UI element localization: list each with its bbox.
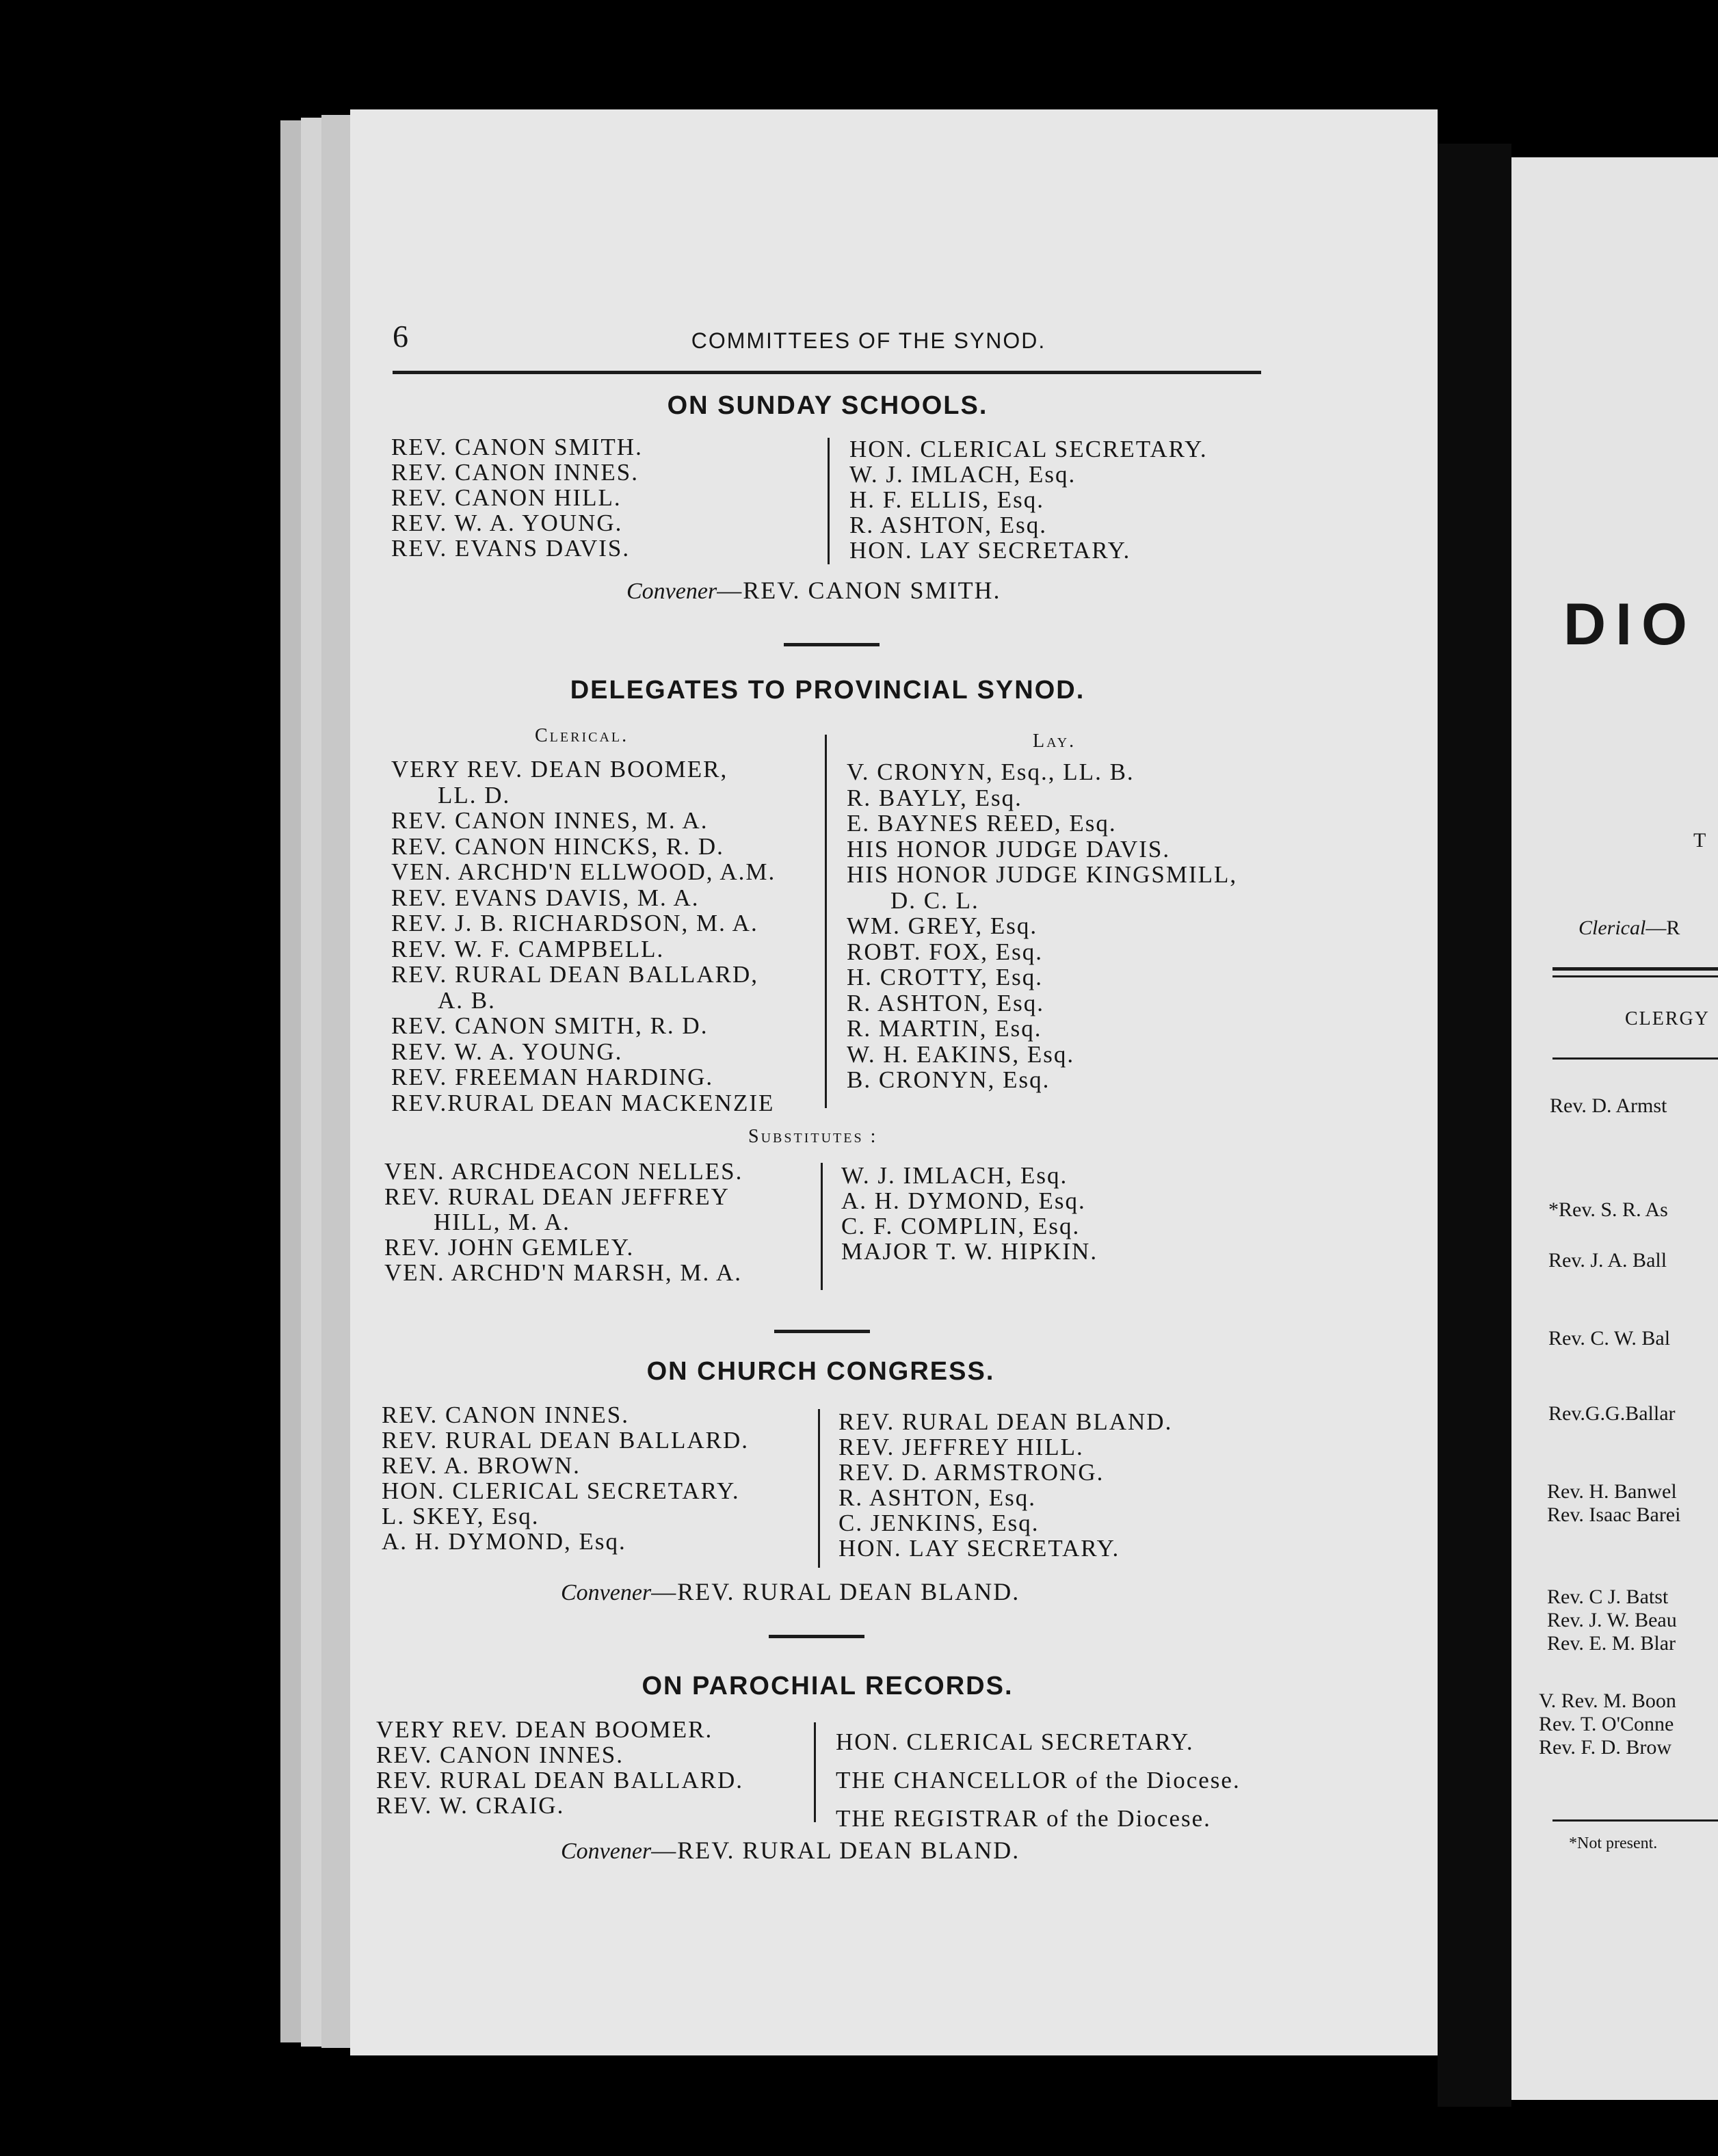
list-item: REV. CANON SMITH, R. D. [391, 1012, 709, 1039]
list-item: HON. CLERICAL SECRETARY. [836, 1728, 1194, 1755]
list-item: HON. CLERICAL SECRETARY. [849, 436, 1208, 462]
list-item: REV.RURAL DEAN MACKENZIE [391, 1089, 775, 1116]
convener-church-congress [561, 1577, 1020, 1606]
right-page-heading: DIO [1563, 592, 1697, 657]
substitutes-right-list [841, 1163, 1098, 1264]
clergy-entry: Rev. J. W. Beau [1547, 1609, 1677, 1631]
list-item: REV. RURAL DEAN BALLARD, [391, 961, 759, 988]
list-item: D. C. L. [890, 886, 979, 914]
list-item: VERY REV. DEAN BOOMER. [376, 1716, 713, 1743]
list-item: REV. W. A. YOUNG. [391, 510, 623, 536]
list-item: REV. EVANS DAVIS. [391, 535, 631, 562]
list-item: W. J. IMLACH, Esq. [849, 461, 1076, 488]
convener-sunday-schools [626, 576, 1001, 605]
list-item: HON. CLERICAL SECRETARY. [382, 1477, 740, 1504]
section-divider [784, 643, 880, 646]
list-item: R. ASHTON, Esq. [849, 512, 1047, 538]
sunday-schools-left-list [391, 434, 643, 561]
convener-label: Convener [561, 1580, 652, 1605]
sunday-schools-right-list [849, 436, 1208, 563]
section-title-church-congress: ON CHURCH CONGRESS. [646, 1357, 995, 1386]
list-item: REV. W. CRAIG. [376, 1792, 565, 1819]
page-number: 6 [393, 319, 408, 354]
list-item: REV. RURAL DEAN BLAND. [838, 1408, 1173, 1435]
list-item: R. ASHTON, Esq. [838, 1484, 1036, 1511]
right-page-rule [1552, 967, 1718, 971]
clergy-entry: *Rev. S. R. As [1548, 1198, 1668, 1221]
right-page [1511, 157, 1718, 2100]
list-item: VEN. ARCHDEACON NELLES. [384, 1158, 743, 1185]
section-divider [774, 1330, 870, 1333]
list-item: R. MARTIN, Esq. [847, 1015, 1042, 1042]
clergy-entry: Rev. T. O'Conne [1539, 1713, 1674, 1735]
convener-name: —REV. RURAL DEAN BLAND. [651, 1837, 1020, 1864]
list-item: THE REGISTRAR of the Diocese. [836, 1805, 1211, 1832]
list-item: L. SKEY, Esq. [382, 1503, 540, 1529]
list-item: HON. LAY SECRETARY. [838, 1535, 1120, 1562]
section-title-provincial-synod: DELEGATES TO PROVINCIAL SYNOD. [570, 676, 1085, 705]
parochial-records-left-list [376, 1717, 743, 1818]
list-item: C. JENKINS, Esq. [838, 1510, 1040, 1536]
list-item: R. ASHTON, Esq. [847, 989, 1044, 1016]
column-divider [818, 1409, 820, 1568]
section-title-sunday-schools: ON SUNDAY SCHOOLS. [667, 391, 988, 420]
list-item: REV. CANON SMITH. [391, 434, 643, 460]
list-item: REV. CANON INNES, M. A. [391, 807, 709, 834]
list-item: REV. CANON HINCKS, R. D. [391, 832, 724, 860]
list-item: VEN. ARCHD'N ELLWOOD, A.M. [391, 858, 776, 885]
clerical-rest: —R [1646, 917, 1680, 939]
book-gutter [1438, 144, 1511, 2107]
list-item: H. CROTTY, Esq. [847, 964, 1044, 990]
list-item: REV. RURAL DEAN BALLARD. [382, 1427, 750, 1454]
running-title: COMMITTEES OF THE SYNOD. [691, 328, 1046, 353]
list-item: E. BAYNES REED, Esq. [847, 810, 1117, 837]
clergy-heading: CLERGY [1625, 1008, 1710, 1029]
list-item: VEN. ARCHD'N MARSH, M. A. [384, 1259, 743, 1286]
substitutes-left-list [384, 1159, 743, 1285]
clergy-entry: Rev. E. M. Blar [1547, 1632, 1676, 1655]
footnote: *Not present. [1569, 1835, 1658, 1852]
clergy-entry: Rev.G.G.Ballar [1548, 1402, 1676, 1425]
list-item: REV. J. B. RICHARDSON, M. A. [391, 910, 758, 936]
list-item: HIS HONOR JUDGE DAVIS. [847, 835, 1171, 863]
list-item: HILL, M. A. [434, 1209, 570, 1235]
clerical-label: Clerical [1578, 917, 1646, 939]
list-item: LL. D. [438, 781, 511, 808]
convener-label: Convener [626, 579, 717, 604]
column-divider [814, 1722, 816, 1822]
column-divider [828, 438, 830, 564]
list-item: B. CRONYN, Esq. [847, 1066, 1050, 1093]
clerical-heading: Clerical. [535, 725, 629, 746]
list-item: HIS HONOR JUDGE KINGSMILL, [847, 861, 1238, 888]
lay-delegates-list [847, 759, 1237, 1093]
list-item: W. H. EAKINS, Esq. [847, 1040, 1075, 1068]
header-rule [393, 371, 1261, 374]
column-divider [821, 1163, 823, 1290]
list-item: REV. CANON INNES. [382, 1402, 629, 1428]
list-item: REV. CANON INNES. [376, 1741, 624, 1768]
clergy-entry: Rev. C J. Batst [1547, 1586, 1669, 1608]
lay-heading: Lay. [1033, 731, 1076, 752]
list-item: VERY REV. DEAN BOOMER, [391, 756, 728, 783]
list-item: REV. D. ARMSTRONG. [838, 1459, 1105, 1486]
section-divider [769, 1635, 864, 1638]
convener-name: —REV. RURAL DEAN BLAND. [651, 1578, 1020, 1605]
list-item: W. J. IMLACH, Esq. [841, 1162, 1068, 1189]
list-item: REV. W. F. CAMPBELL. [391, 935, 665, 962]
list-item: REV. CANON HILL. [391, 484, 622, 511]
list-item: REV. JOHN GEMLEY. [384, 1234, 635, 1261]
list-item: A. H. DYMOND, Esq. [382, 1528, 626, 1555]
list-item: MAJOR T. W. HIPKIN. [841, 1238, 1098, 1265]
list-item: C. F. COMPLIN, Esq. [841, 1213, 1081, 1239]
list-item: REV. W. A. YOUNG. [391, 1038, 623, 1065]
clergy-entry: Rev. D. Armst [1550, 1094, 1667, 1117]
clerical-delegates-list [391, 757, 776, 1116]
right-page-rule [1552, 1819, 1718, 1822]
list-item: REV. JEFFREY HILL. [838, 1434, 1084, 1460]
list-item: A. B. [438, 986, 496, 1014]
list-item: WM. GREY, Esq. [847, 912, 1038, 939]
list-item: REV. RURAL DEAN JEFFREY [384, 1183, 730, 1210]
right-page-rule [1552, 1057, 1718, 1060]
substitutes-heading: Substitutes : [748, 1126, 878, 1147]
clergy-entry: Rev. Isaac Barei [1547, 1503, 1681, 1526]
list-item: REV. RURAL DEAN BALLARD. [376, 1767, 744, 1793]
parochial-records-right-list [836, 1722, 1241, 1837]
church-congress-left-list [382, 1402, 749, 1554]
list-item: THE CHANCELLOR of the Diocese. [836, 1767, 1241, 1793]
right-page-rule [1552, 975, 1718, 977]
column-divider [825, 735, 827, 1108]
convener-name: —REV. CANON SMITH. [717, 577, 1001, 604]
clergy-entry: Rev. J. A. Ball [1548, 1249, 1667, 1272]
list-item: REV. A. BROWN. [382, 1452, 581, 1479]
clergy-entry: Rev. F. D. Brow [1539, 1736, 1671, 1759]
list-item: REV. CANON INNES. [391, 459, 639, 486]
list-item: HON. LAY SECRETARY. [849, 537, 1131, 564]
clergy-entry: Rev. H. Banwel [1547, 1480, 1677, 1503]
right-page-clerical [1578, 917, 1680, 940]
clergy-entry: Rev. C. W. Bal [1548, 1327, 1671, 1350]
section-title-parochial-records: ON PAROCHIAL RECORDS. [642, 1672, 1014, 1700]
list-item: ROBT. FOX, Esq. [847, 938, 1044, 965]
list-item: H. F. ELLIS, Esq. [849, 486, 1044, 513]
list-item: REV. FREEMAN HARDING. [391, 1064, 714, 1090]
clergy-entry: V. Rev. M. Boon [1539, 1690, 1676, 1712]
convener-label: Convener [561, 1839, 652, 1864]
right-page-fragment: T [1693, 829, 1706, 852]
list-item: R. BAYLY, Esq. [847, 784, 1022, 811]
convener-parochial-records [561, 1836, 1020, 1865]
church-congress-right-list [838, 1409, 1172, 1561]
list-item: V. CRONYN, Esq., LL. B. [847, 759, 1135, 785]
list-item: A. H. DYMOND, Esq. [841, 1187, 1086, 1214]
list-item: REV. EVANS DAVIS, M. A. [391, 884, 700, 911]
